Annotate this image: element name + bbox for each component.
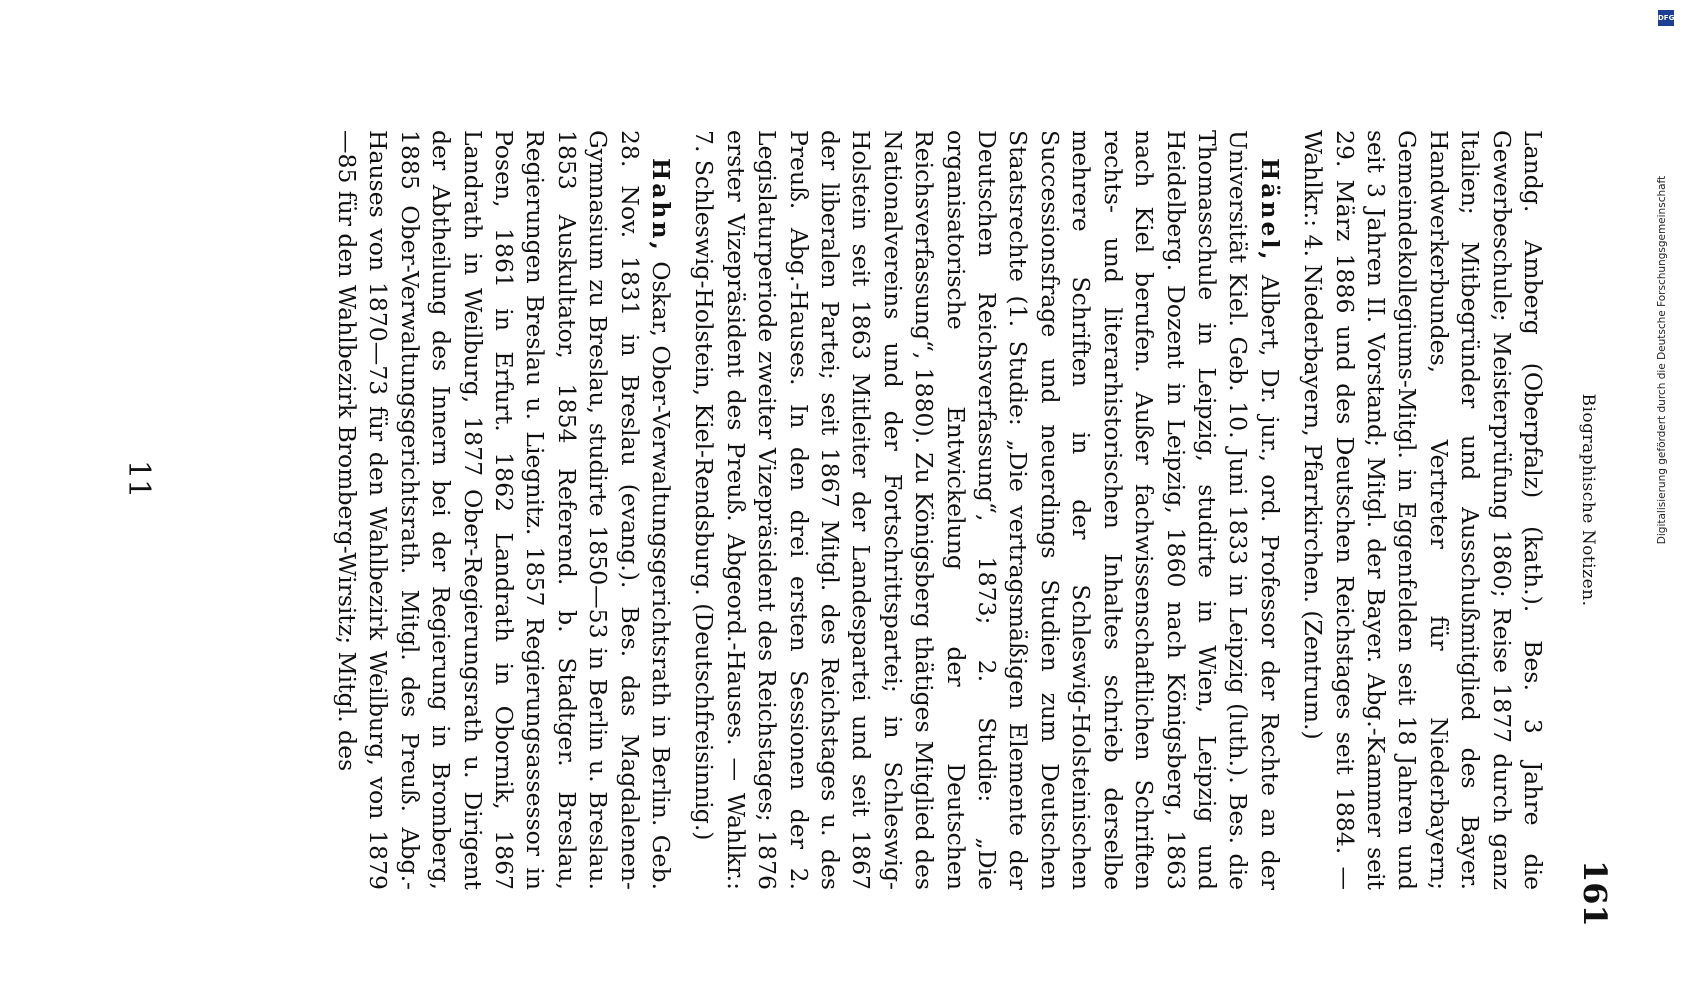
entry-name: Hänel, <box>1255 158 1284 263</box>
entry-name: Hahn, <box>647 158 676 253</box>
entry-continuation <box>1297 130 1548 890</box>
entry-hahn <box>331 130 676 890</box>
text-body <box>319 130 1548 890</box>
funding-credit: Digitalisierung gefördert durch die Deutsche Forschungsgemeinschaft <box>1656 175 1668 545</box>
entry-text: Landg. Amberg (Oberpfalz) (kath.). Bes. 3 Jahre die Gewerbeschule; Meisterprüfung 1860; Reise 1877 durch ganz Italien; Mitbegründer und Ausschußmitglied des Bayer. Handwerkerbundes, Vertreter für Niederbayern; Gemeindekollegiums-Mitgl. in Eggenfelden seit 18 Jahren und seit 3 Jahren II. Vorstand; Mitgl. der Bayer. Abg.-Kammer seit 29. März 1886 und des Deutschen Reichstages seit 1884. — Wahlkr.: 4. Niederbayern, Pfarrkirchen. (Zentrum.) <box>1299 130 1547 890</box>
dfg-logo-icon: DFG <box>1658 10 1674 26</box>
page-number: 161 <box>1576 860 1614 927</box>
credit-strip <box>1648 0 1686 1000</box>
signature-mark: 11 <box>121 460 156 499</box>
entry-haenel <box>688 130 1285 890</box>
entry-text: Albert, Dr. jur., ord. Professor der Rechte an der Universität Kiel. Geb. 10. Juni 1833 in Leipzig (luth.). Bes. die Thomasschule in Leipzig, studirte in Wien, Leipzig und Heidelberg. Dozent in Leipzig, 1860 nach Königsberg, 1863 nach Kiel berufen. Außer fachwissenschaftlichen Schriften rechts- und literarhistorischen Inhaltes schrieb derselbe mehrere Schriften in der Schleswig-Holsteinischen Successionsfrage und neuerdings Studien zum Deutschen Staatsrechte (1. Studie: „Die vertragsmäßigen Elemente der Deutschen Reichsverfassung“, 1873; 2. Studie: „Die organisatorische Entwickelung der Deutschen Reichsverfassung“, 1880). Zu Königsberg thätiges Mitglied des Nationalvereins und der Fortschrittspartei; in Schleswig-Holstein seit 1863 Mitleiter der Landespartei und seit 1867 der liberalen Partei; seit 1867 Mitgl. des Reichstages u. des Preuß. Abg.-Hauses. In den drei ersten Sessionen der 2. Legislaturperiode zweiter Vizepräsident des Reichstages; 1876 erster Vizepräsident des Preuß. Abgeord.-Hauses. — Wahlkr.: 7. Schleswig-Holstein, Kiel-Rendsburg. (Deutschfreisinnig.) <box>690 130 1284 890</box>
entry-text: Oskar, Ober-Verwaltungsgerichtsrath in Berlin. Geb. 28. Nov. 1831 in Breslau (evang.). Bes. das Magdalenen-Gymnasium zu Breslau, studirte 1850—53 in Berlin u. Breslau. 1853 Auskultator, 1854 Referend. b. Stadtger. Breslau, Regierungen Breslau u. Liegnitz. 1857 Regierungsassessor in Posen, 1861 in Erfurt. 1862 Landrath in Obornik, 1867 Landrath in Weilburg, 1877 Ober-Regierungsrath u. Dirigent der Abtheilung des Innern bei der Regierung in Bromberg, 1885 Ober-Verwaltungsgerichtsrath. Mitgl. des Preuß. Abg.-Hauses von 1870—73 für den Wahlbezirk Weilburg, von 1879 —85 für den Wahlbezirk Bromberg-Wirsitz; Mitgl. des <box>332 130 676 890</box>
running-header: Biographische Notizen. <box>1578 393 1598 607</box>
